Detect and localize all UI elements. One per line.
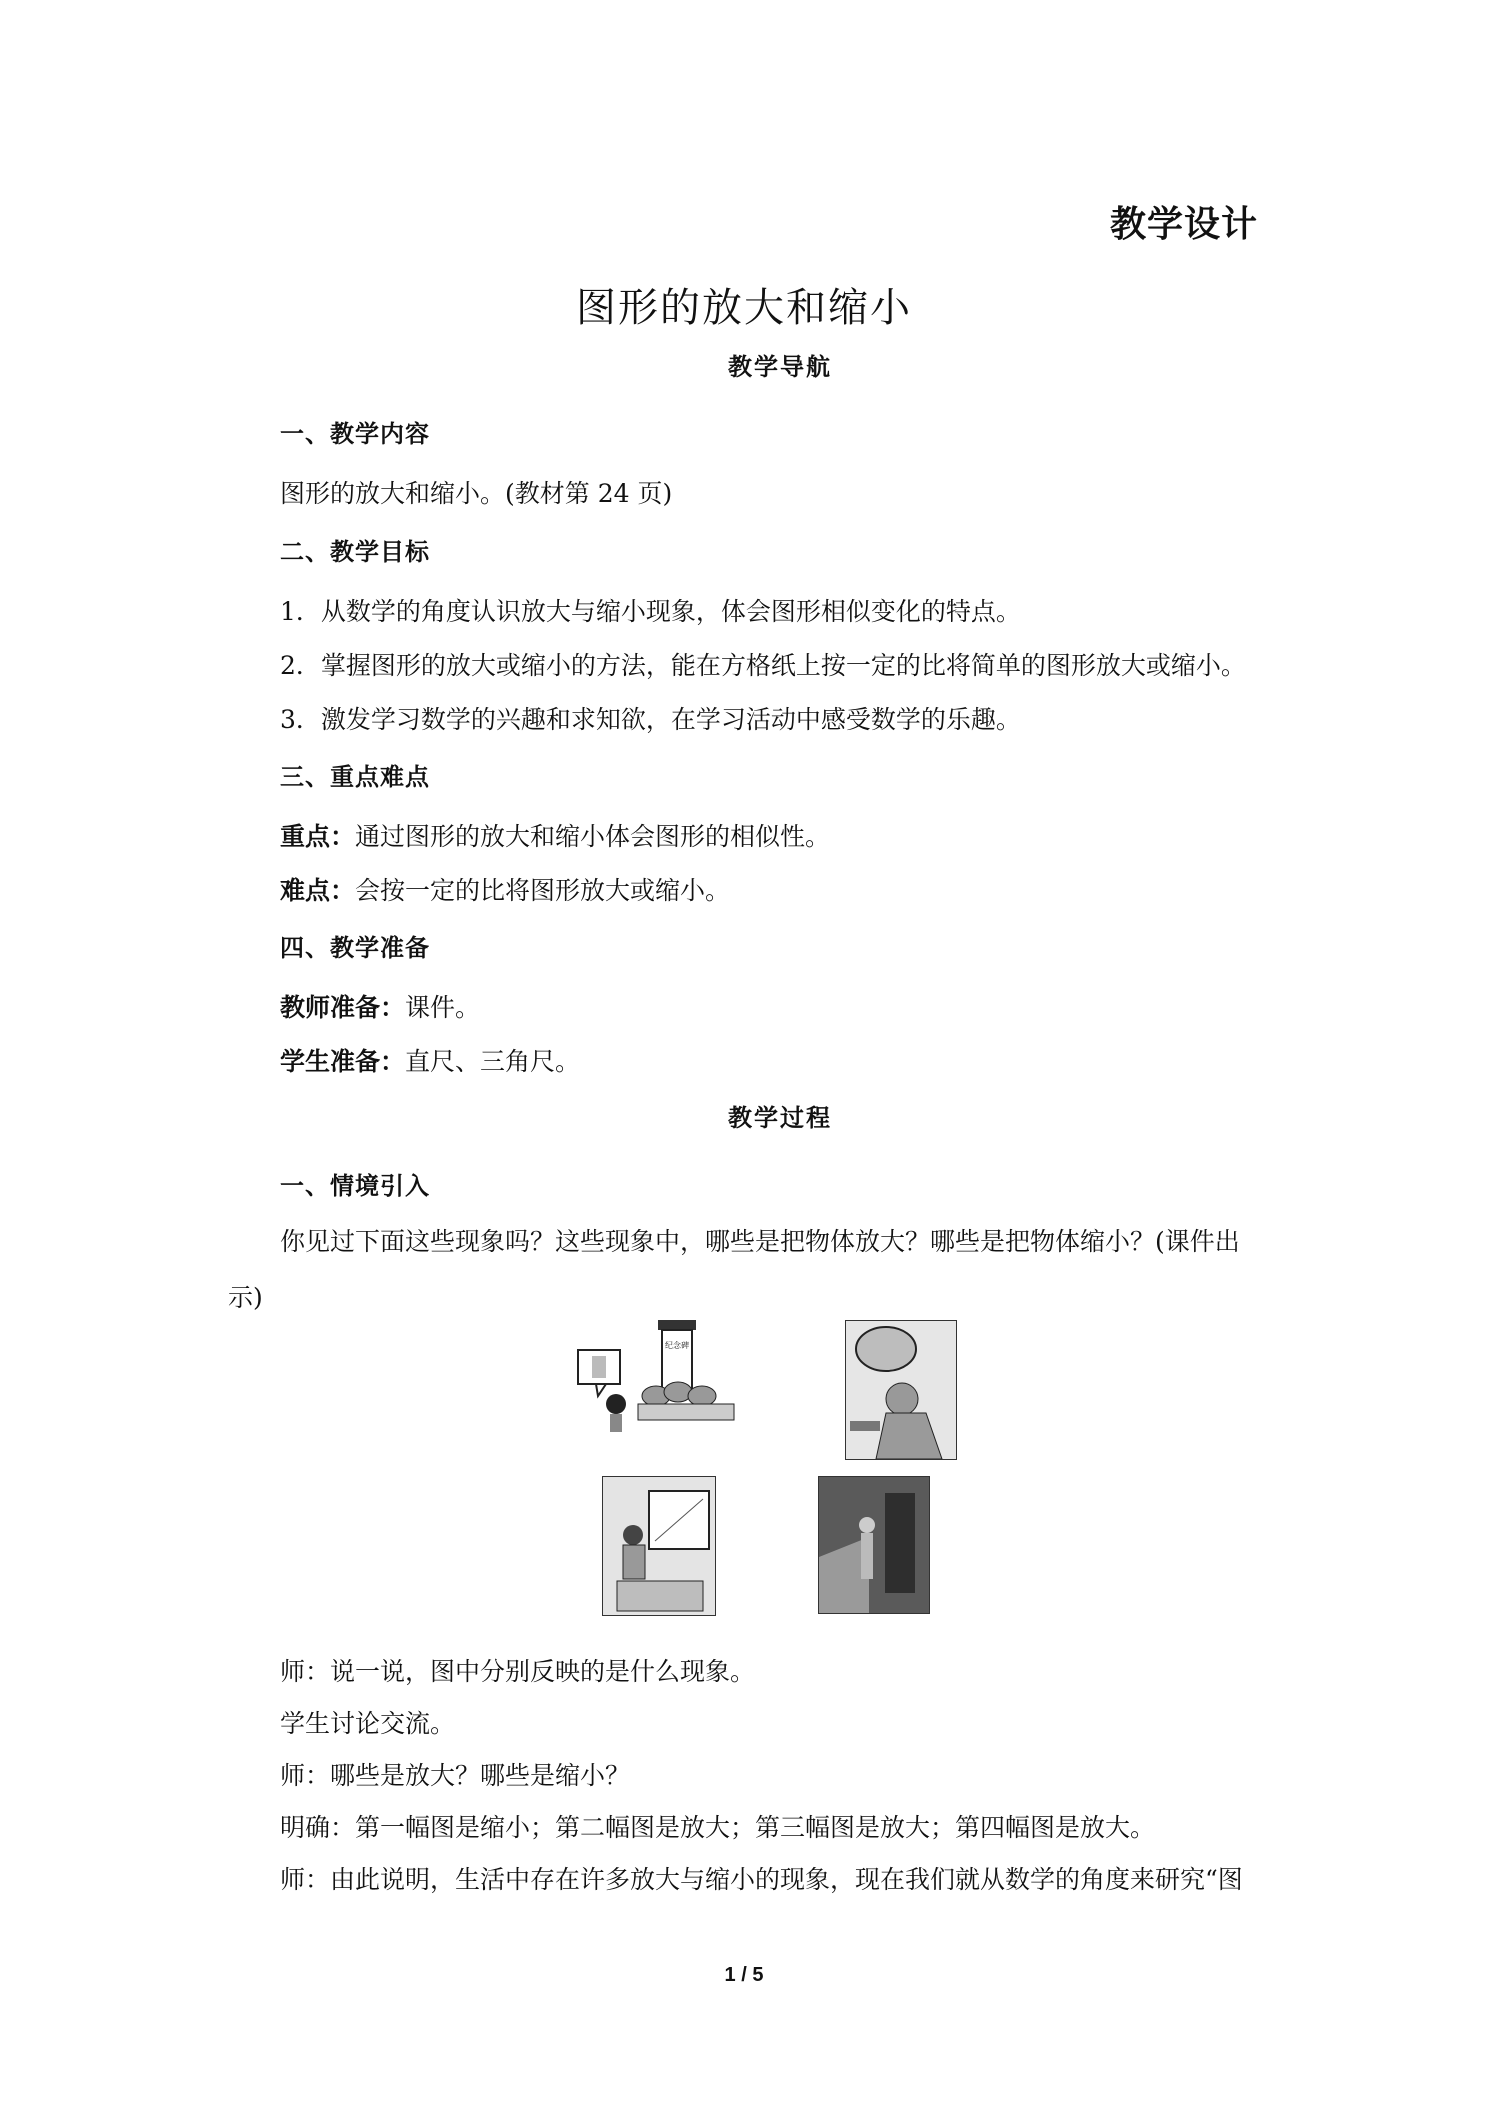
goal-item: 2．掌握图形的放大或缩小的方法，能在方格纸上按一定的比将简单的图形放大或缩小。 <box>280 651 1246 680</box>
goal-item: 3．激发学习数学的兴趣和求知欲，在学习活动中感受数学的乐趣。 <box>280 705 1021 734</box>
dialogue-line: 师：由此说明，生活中存在许多放大与缩小的现象，现在我们就从数学的角度来研究“图 <box>280 1865 1243 1894</box>
dialogue-line: 师：说一说，图中分别反映的是什么现象。 <box>280 1657 756 1686</box>
intro-paragraph: 你见过下面这些现象吗？这些现象中，哪些是把物体放大？哪些是把物体缩小？(课件出示) <box>228 1227 1240 1312</box>
dialogue-line: 明确：第一幅图是缩小；第二幅图是放大；第三幅图是放大；第四幅图是放大。 <box>280 1813 1156 1842</box>
projector-illustration <box>602 1476 716 1616</box>
document-header: 教学设计 <box>1109 204 1258 245</box>
student-prep <box>280 1042 580 1078</box>
student-text: 直尺、三角尺。 <box>405 1047 581 1076</box>
teacher-text: 课件。 <box>405 993 481 1022</box>
heading-intro: 一、情境引入 <box>280 1172 430 1200</box>
key-text: 通过图形的放大和缩小体会图形的相似性。 <box>355 822 831 851</box>
student-label: 学生准备： <box>280 1047 406 1076</box>
heading-preparation: 四、教学准备 <box>280 934 430 962</box>
teacher-prep <box>280 988 480 1024</box>
page-number: 1 / 5 <box>724 1964 764 1986</box>
shadow-illustration <box>818 1476 930 1614</box>
heading-key-points: 三、重点难点 <box>280 763 430 791</box>
heading-goals: 二、教学目标 <box>280 538 430 566</box>
magnifier-illustration <box>845 1320 957 1460</box>
difficult-point <box>280 871 730 907</box>
dialogue-line: 学生讨论交流。 <box>280 1709 456 1738</box>
difficult-text: 会按一定的比将图形放大或缩小。 <box>355 876 731 905</box>
goal-item: 1．从数学的角度认识放大与缩小现象，体会图形相似变化的特点。 <box>280 597 1021 626</box>
teacher-label: 教师准备： <box>280 993 406 1022</box>
key-label: 重点： <box>280 822 356 851</box>
content-text: 图形的放大和缩小。(教材第 24 页) <box>280 479 673 508</box>
section-heading-nav: 教学导航 <box>728 353 832 381</box>
page-title: 图形的放大和缩小 <box>576 285 912 331</box>
monument-illustration <box>576 1318 738 1436</box>
key-point <box>280 817 830 853</box>
heading-content: 一、教学内容 <box>280 420 430 448</box>
section-heading-process: 教学过程 <box>728 1104 832 1132</box>
difficult-label: 难点： <box>280 876 356 905</box>
svg-text:纪念碑: 纪念碑 <box>665 1341 689 1350</box>
dialogue-line: 师：哪些是放大？哪些是缩小？ <box>280 1761 631 1790</box>
